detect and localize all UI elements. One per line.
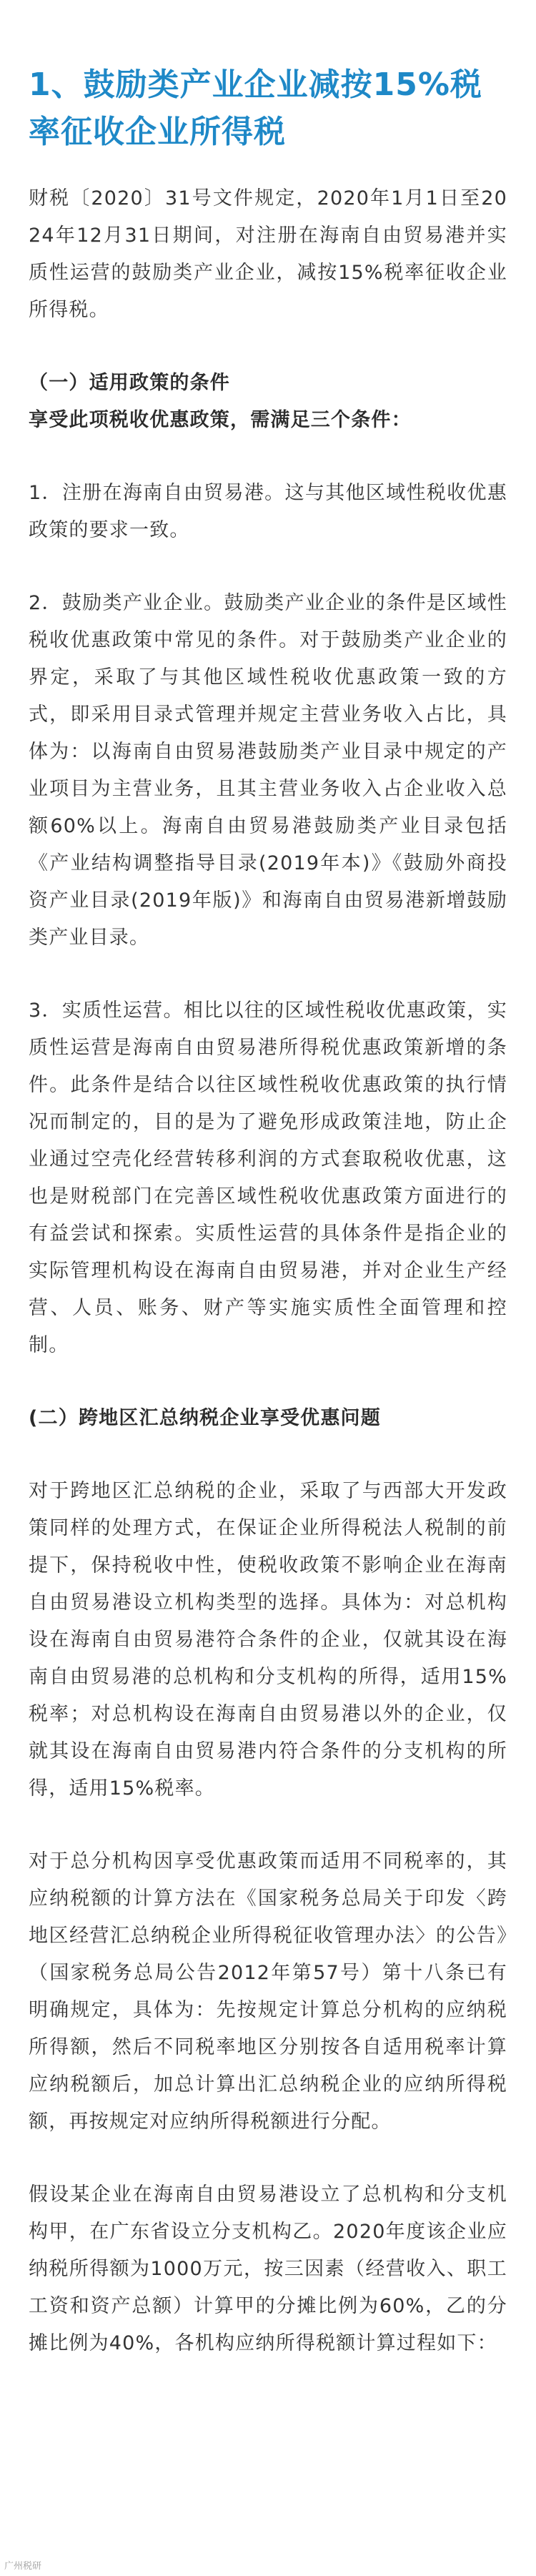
condition-2-paragraph: 2．鼓励类产业企业。鼓励类产业企业的条件是区域性税收优惠政策中常见的条件。对于鼓励类产业企业的界定，采取了与其他区域性税收优惠政策一致的方式，即采用目录式管理并规定主营业务收入占比，具体为：以海南自由贸易港鼓励类产业目录中规定的产业项目为主营业务，且其主营业务收入占企业收入总额60%以上。海南自由贸易港鼓励类产业目录包括《产业结构调整指导目录(2019年本)》《鼓励外商投资产业目录(2019年版)》和海南自由贸易港新增鼓励类产业目录。 — [29, 592, 507, 949]
condition-1-paragraph: 1．注册在海南自由贸易港。这与其他区域性税收优惠政策的要求一致。 — [29, 482, 507, 541]
section-2-paragraph-1: 对于跨地区汇总纳税的企业，采取了与西部大开发政策同样的处理方式，在保证企业所得税法人税制的前提下，保持税收中性，使税收政策不影响企业在海南自由贸易港设立机构类型的选择。具体为：对总机构设在海南自由贸易港符合条件的企业，仅就其设在海南自由贸易港的总机构和分支机构的所得，适用15%税率；对总机构设在海南自由贸易港以外的企业，仅就其设在海南自由贸易港内符合条件的分支机构的所得，适用15%税率。 — [29, 1480, 507, 1800]
article-title: 1、鼓励类产业企业减按15%税率征收企业所得税 — [29, 66, 482, 150]
section-2-heading: (二）跨地区汇总纳税企业享受优惠问题 — [29, 1407, 381, 1429]
watermark-text: 广州税研 — [4, 2561, 42, 2572]
section-2-paragraph-3: 假设某企业在海南自由贸易港设立了总机构和分支机构甲，在广东省设立分支机构乙。2020年度该企业应纳税所得额为1000万元，按三因素（经营收入、职工工资和资产总额）计算甲的分摊比例为60%，乙的分摊比例为40%，各机构应纳所得税额计算过程如下： — [29, 2183, 507, 2354]
intro-paragraph: 财税〔2020〕31号文件规定，2020年1月1日至2024年12月31日期间，对注册在海南自由贸易港并实质性运营的鼓励类产业企业，减按15%税率征收企业所得税。 — [29, 187, 507, 321]
condition-3-paragraph: 3．实质性运营。相比以往的区域性税收优惠政策，实质性运营是海南自由贸易港所得税优惠政策新增的条件。此条件是结合以往区域性税收优惠政策的执行情况而制定的，目的是为了避免形成政策洼地，防止企业通过空壳化经营转移利润的方式套取税收优惠，这也是财税部门在完善区域性税收优惠政策方面进行的有益尝试和探索。实质性运营的具体条件是指企业的实际管理机构设在海南自由贸易港，并对企业生产经营、人员、账务、财产等实施实质性全面管理和控制。 — [29, 1000, 507, 1356]
section-2-paragraph-2: 对于总分机构因享受优惠政策而适用不同税率的，其应纳税额的计算方法在《国家税务总局关于印发〈跨地区经营汇总纳税企业所得税征收管理办法〉的公告》（国家税务总局公告2012年第57号）第十八条已有明确规定，具体为：先按规定计算总分机构的应纳税所得额，然后不同税率地区分别按各自适用税率计算应纳税额后，加总计算出汇总纳税企业的应纳所得税额，再按规定对应纳所得税额进行分配。 — [29, 1850, 507, 2133]
section-1-intro: 享受此项税收优惠政策，需满足三个条件： — [29, 409, 412, 431]
section-1-heading: （一）适用政策的条件 — [29, 372, 230, 394]
